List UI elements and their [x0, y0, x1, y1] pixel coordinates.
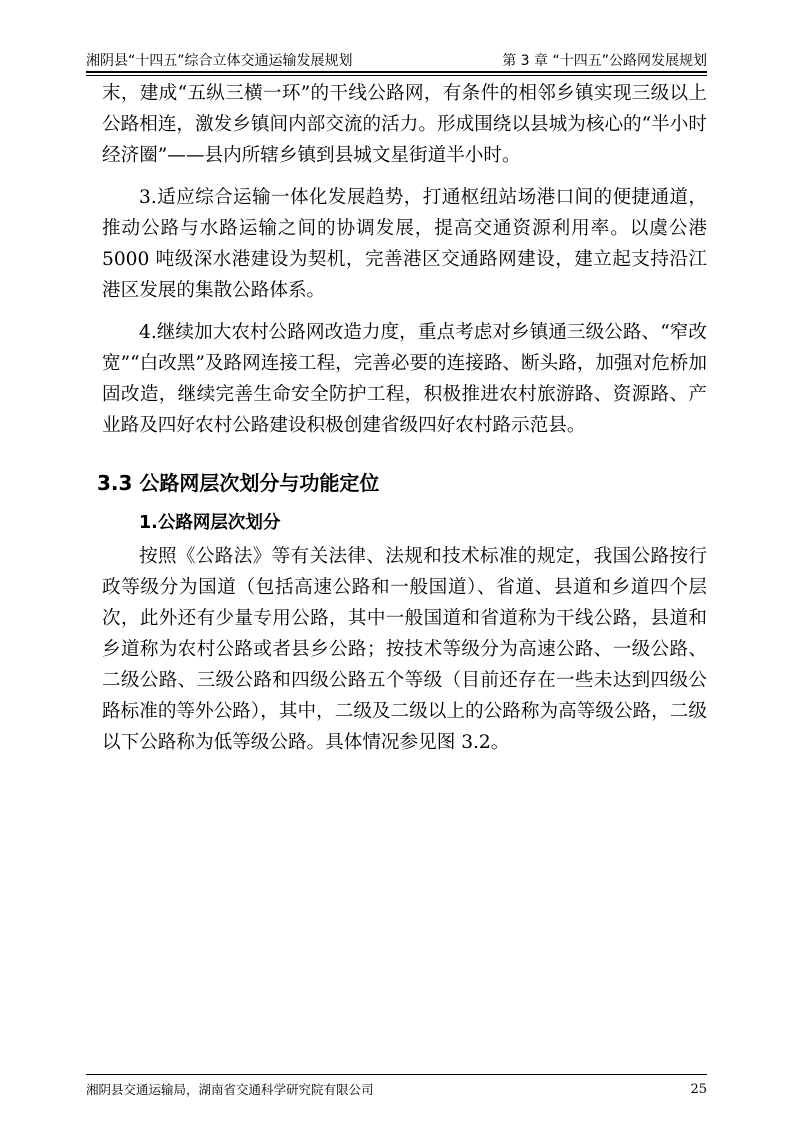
- page-header: [86, 50, 707, 70]
- footer-organization: 湘阴县交通运输局，湖南省交通科学研究院有限公司: [86, 1082, 374, 1097]
- header-rule-thin: [86, 75, 707, 76]
- paragraph-item-4: 4.继续加大农村公路网改造力度，重点考虑对乡镇通三级公路、“窄改宽”“白改黑”及路网连接工程，完善必要的连接路、断头路，加强对危桥加固改造，继续完善生命安全防护工程，积极推进农村旅游路、资源路、产业路及四好农村公路建设积极创建省级四好农村路示范县。: [102, 322, 707, 436]
- header-document-title: 湘阴县“十四五”综合立体交通运输发展规划: [86, 53, 353, 69]
- footer-rule: [86, 1074, 707, 1075]
- section-heading: 3.3 公路网层次划分与功能定位: [97, 471, 380, 495]
- paragraph-continuation: 末，建成“五纵三横一环”的干线公路网，有条件的相邻乡镇实现三级以上公路相连，激发乡镇间内部交流的活力。形成围绕以县城为核心的“半小时经济圈”——县内所辖乡镇到县城文星街道半小时。: [102, 83, 707, 166]
- header-chapter-title: 第 3 章 “十四五”公路网发展规划: [502, 53, 707, 69]
- page-body: [97, 78, 707, 758]
- section-body-paragraph: 按照《公路法》等有关法律、法规和技术标准的规定，我国公路按行政等级分为国道（包括高速公路和一般国道）、省道、县道和乡道四个层次，此外还有少量专用公路，其中一般国道和省道称为干线公路，县道和乡道称为农村公路或者县乡公路；按技术等级分为高速公路、一级公路、二级公路、三级公路和四级公路五个等级（目前还存在一些未达到四级公路标准的等外公路），其中，二级及二级以上的公路称为高等级公路，二级以下公路称为低等级公路。具体情况参见图 3.2。: [102, 546, 707, 753]
- page-number: 25: [690, 1081, 707, 1097]
- subsection-heading: 1.公路网层次划分: [139, 513, 281, 533]
- page-footer: [86, 1080, 707, 1098]
- header-rule-thick: [86, 71, 707, 73]
- paragraph-item-3: 3.适应综合运输一体化发展趋势，打通枢纽站场港口间的便捷通道，推动公路与水路运输之间的协调发展，提高交通资源利用率。以虞公港 5000 吨级深水港建设为契机，完善港区交通路网建设，建立起支持沿江港区发展的集散公路体系。: [102, 187, 707, 301]
